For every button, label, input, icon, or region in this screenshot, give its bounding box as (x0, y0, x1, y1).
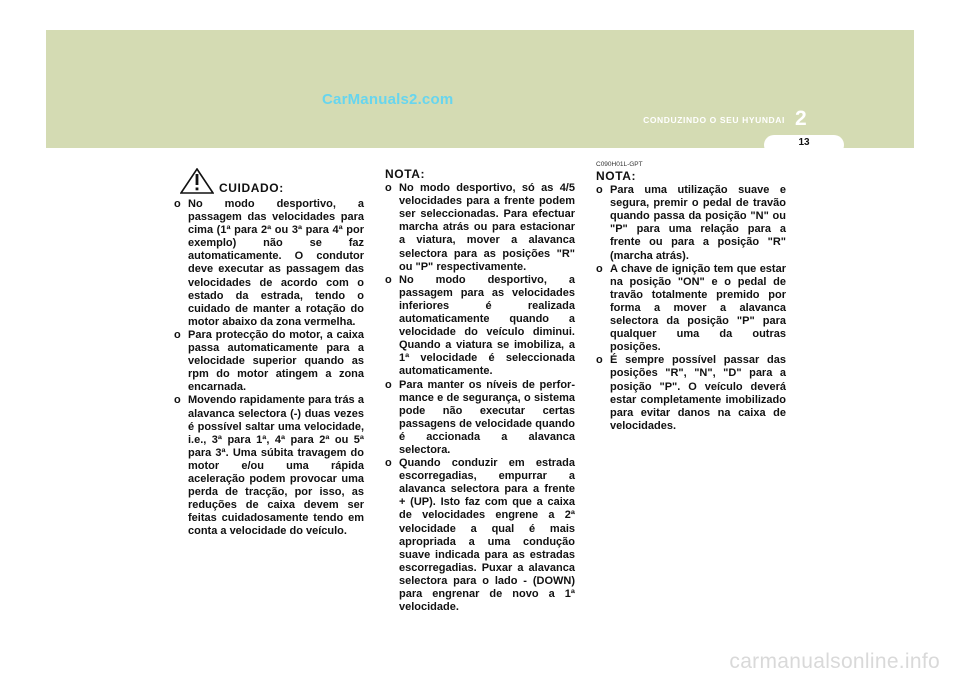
section-code: C090H01L-GPT (596, 161, 643, 168)
bullet-marker: o (174, 394, 181, 407)
footer-watermark: carmanualsonline.info (729, 650, 940, 673)
note-list (596, 184, 786, 433)
bullet-marker: o (596, 184, 603, 197)
watermark-logo[interactable]: CarManuals2.com (322, 91, 454, 108)
list-item-text: No modo desportivo, a passagem para as velocidades inferiores é realizada automaticamente quando a velocidade do veículo diminui. Quando a viatura se imobiliza, a 1ª velocidade é seleccionada automaticamente. (399, 273, 575, 378)
note-title: NOTA: (596, 169, 637, 183)
list-item-text: A chave de ignição tem que estar na posição "ON" e o pedal de travão totalmente premido por forma a mover a alavanca selectora da posição "P" para qualquer uma da outras posições. (610, 262, 786, 354)
bullet-marker: o (174, 198, 181, 210)
note-list (385, 182, 575, 614)
list-item-text: Para uma utilização suave e segura, premir o pedal de travão quando passa da posição "N" ou "P" para uma relação para a frente ou para a posição "R" (marcha atrás). (610, 184, 786, 262)
list-item (596, 184, 786, 263)
caution-column (174, 168, 364, 538)
header-band (46, 30, 914, 148)
list-item-text: No modo desportivo, só as 4/5 velocidades para a frente podem ser seleccionadas. Para efectuar marcha atrás ou para estacionar a viatura, mover a alavanca selectora para as posições "R" ou "P" respectivamente. (399, 182, 575, 273)
chapter-number: 2 (795, 107, 807, 130)
list-item (596, 354, 786, 433)
bullet-marker: o (385, 457, 392, 470)
caution-header (174, 168, 364, 198)
warning-triangle-icon (180, 168, 214, 194)
bullet-marker: o (596, 354, 603, 367)
bullet-marker: o (385, 182, 392, 195)
list-item-text: No modo desportivo, a passagem das velocidades para cima (1ª para 2ª ou 3ª para 4ª por exemplo) não se faz automaticamente. O condutor deve executar as passagem das velocidades de acordo com o estado da estrada, tendo o cuidado de manter a rotação do motor abaixo da zona vermelha. (188, 198, 364, 328)
list-item (385, 274, 575, 379)
page-number: 13 (798, 137, 810, 148)
list-item-text: Para manter os níveis de perfor- mance e de segurança, o sistema pode não executar certas passagens de velocidade quando é accionada a alavanca selectora. (399, 378, 575, 456)
bullet-marker: o (174, 328, 181, 341)
list-item-text: Para protecção do motor, a caixa passa automaticamente para a velocidade superior quando as rpm do motor atingem a zona encarnada. (188, 328, 364, 394)
list-item-text: Movendo rapidamente para trás a alavanca selectora (-) duas vezes é possível saltar uma velocidade, i.e., 3ª para 1ª, 4ª para 2ª ou 5ª para 3ª. Uma súbita travagem do motor e/ou uma rápida aceleração podem provocar uma perda de tracção, por isso, as reduções de caixa devem ser feitas cuidadosamente tendo em conta a velocidade do veículo. (188, 394, 364, 538)
bullet-marker: o (596, 262, 603, 275)
bullet-marker: o (385, 378, 392, 391)
list-item-text: É sempre possível passar das posições "R", "N", "D" para a posição "P". O veículo deverá estar completamente imobilizado para evitar danos na caixa de velocidades. (610, 354, 786, 432)
list-item-text: Quando conduzir em estrada escorregadias, empurrar a alavanca selectora para a frente + (UP). Isto faz com que a caixa de velocidades engrene a 2ª velocidade a qual é mais apropriada a uma condução suave indicada para as estradas escorregadias. Puxar a alavanca selectora para o lado - (DOWN) para engrenar de novo a 1ª velocidade. (399, 457, 575, 614)
note-column-1 (385, 168, 575, 614)
list-item (385, 379, 575, 458)
list-item (596, 263, 786, 355)
list-item (174, 394, 364, 538)
list-item (385, 182, 575, 274)
caution-title: CUIDADO: (219, 181, 284, 195)
list-item (174, 329, 364, 394)
bullet-marker: o (385, 273, 392, 286)
section-title: CONDUZINDO O SEU HYUNDAI (643, 115, 785, 125)
list-item (174, 198, 364, 329)
list-item (385, 457, 575, 614)
caution-list (174, 198, 364, 538)
note-title: NOTA: (385, 167, 426, 181)
note-column-2 (596, 160, 786, 433)
